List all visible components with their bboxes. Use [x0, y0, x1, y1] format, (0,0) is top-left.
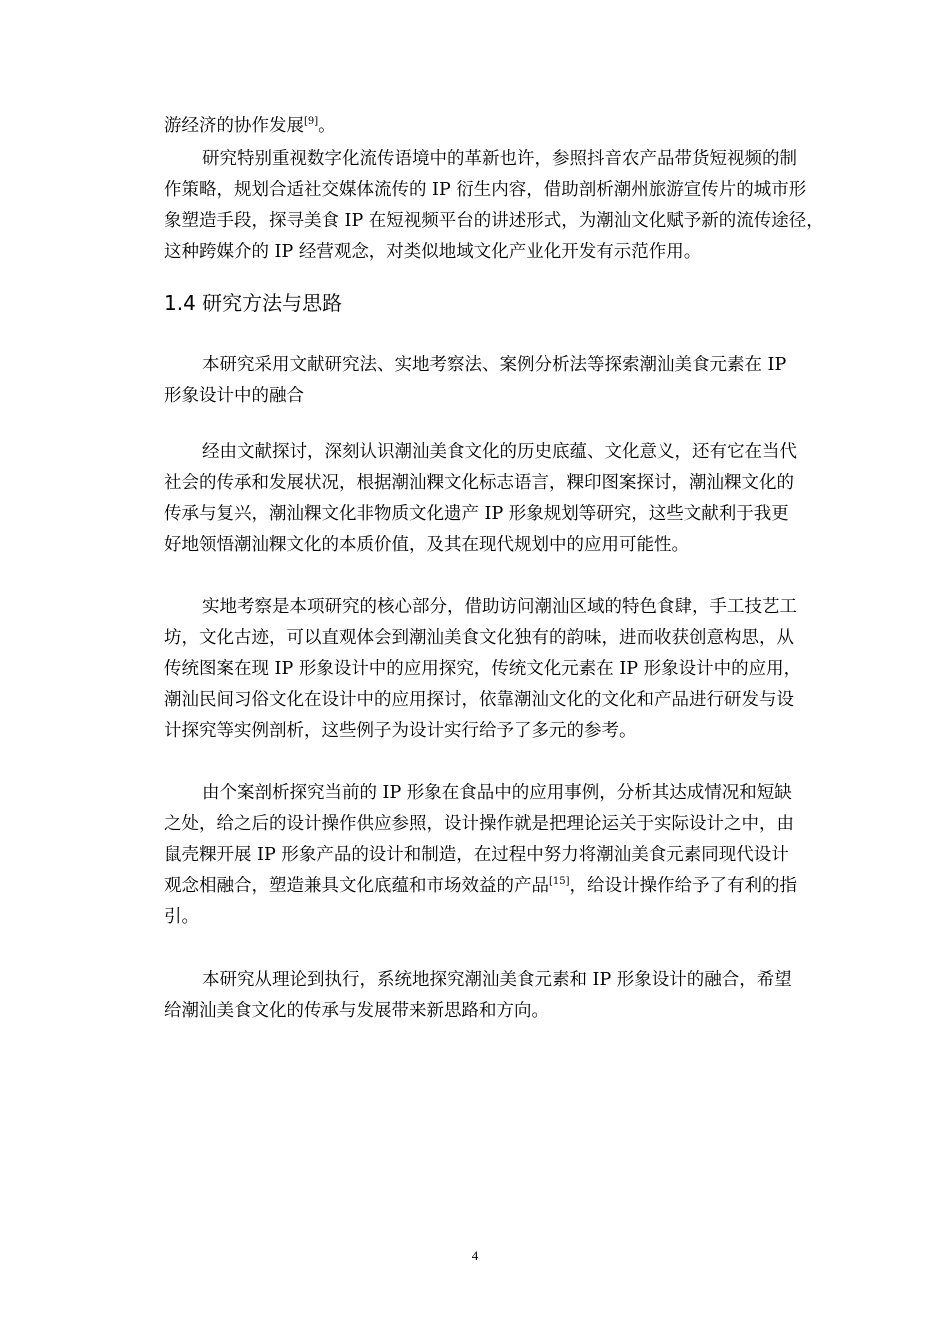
paragraph-line: 传承与复兴，潮汕粿文化非物质文化遗产 IP 形象规划等研究，这些文献利于我更 [164, 504, 789, 524]
citation-superscript: [15] [549, 876, 570, 888]
paragraph-line: 坊，文化古迹，可以直观体会到潮汕美食文化独有的韵味，进而收获创意构思，从 [164, 628, 794, 648]
paragraph-conclusion [164, 965, 874, 1027]
paragraph-methods-intro [164, 350, 874, 412]
paragraph-line: 社会的传承和发展状况，根据潮汕粿文化标志语言，粿印图案探讨，潮汕粿文化的 [164, 473, 794, 493]
paragraph-line: 好地领悟潮汕粿文化的本质价值，及其在现代规划中的应用可能性。 [164, 535, 689, 555]
paragraph-line: 之处，给之后的设计操作供应参照，设计操作就是把理论运关于实际设计之中，由 [164, 814, 794, 834]
paragraph-line: 本研究从理论到执行，系统地探究潮汕美食元素和 IP 形象设计的融合，希望 [202, 970, 792, 990]
paragraph-literature-review [164, 437, 874, 561]
paragraph-line: 实地考察是本项研究的核心部分，借助访问潮汕区域的特色食肆，手工技艺工 [202, 597, 797, 617]
paragraph-line: 传统图案在现 IP 形象设计中的应用探究，传统文化元素在 IP 形象设计中的应用， [164, 659, 802, 679]
paragraph-line: 鼠壳粿开展 IP 形象产品的设计和制造，在过程中努力将潮汕美食元素同现代设计 [164, 845, 789, 865]
paragraph-digital-communication [164, 144, 874, 268]
paragraph-line-tail: 。 [318, 116, 336, 136]
paragraph-line: 作策略，规划合适社交媒体流传的 IP 衍生内容，借助剖析潮州旅游宣传片的城市形 [164, 180, 807, 200]
page-number: 4 [471, 1248, 479, 1263]
paragraph-line: 形象设计中的融合 [164, 386, 304, 406]
paragraph-line: 游经济的协作发展 [164, 116, 304, 136]
paragraph-line: 研究特别重视数字化流传语境中的革新也许，参照抖音农产品带货短视频的制 [202, 149, 797, 169]
paragraph-line: 给潮汕美食文化的传承与发展带来新思路和方向。 [164, 1001, 549, 1021]
paragraph-field-survey [164, 592, 874, 747]
paragraph-line: 象塑造手段，探寻美食 IP 在短视频平台的讲述形式，为潮汕文化赋予新的流传途径， [164, 211, 824, 231]
paragraph-continuation [164, 111, 874, 142]
paragraph-line: 经由文献探讨，深刻认识潮汕美食文化的历史底蕴、文化意义，还有它在当代 [202, 442, 797, 462]
paragraph-line: 引。 [164, 907, 199, 927]
paragraph-line-tail: ，给设计操作给予了有利的指 [569, 876, 798, 896]
paragraph-line: 这种跨媒介的 IP 经营观念，对类似地域文化产业化开发有示范作用。 [164, 242, 702, 262]
paragraph-line: 观念相融合，塑造兼具文化底蕴和市场效益的产品 [164, 876, 549, 896]
section-heading: 1.4 研究方法与思路 [164, 291, 343, 315]
paragraph-line: 潮汕民间习俗文化在设计中的应用探讨，依靠潮汕文化的文化和产品进行研发与设 [164, 690, 794, 710]
paragraph-line: 本研究采用文献研究法、实地考察法、案例分析法等探索潮汕美食元素在 IP [202, 355, 787, 375]
paragraph-line: 由个案剖析探究当前的 IP 形象在食品中的应用事例，分析其达成情况和短缺 [202, 783, 792, 803]
paragraph-case-analysis [164, 778, 874, 933]
paragraph-line: 计探究等实例剖析，这些例子为设计实行给予了多元的参考。 [164, 721, 637, 741]
citation-superscript: [9] [304, 116, 319, 128]
